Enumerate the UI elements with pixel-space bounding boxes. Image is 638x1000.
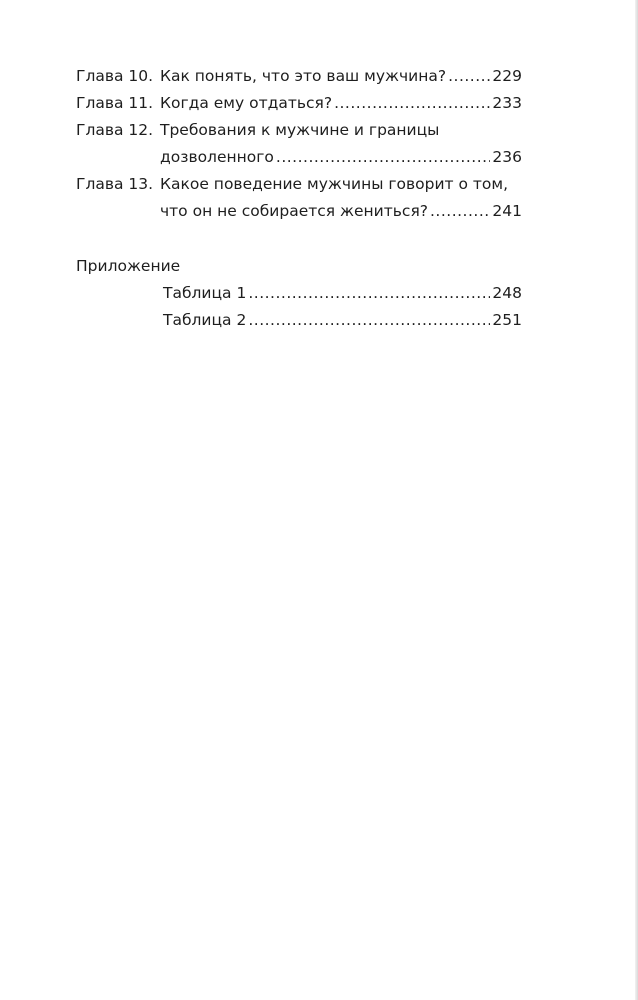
chapter-title: Когда ему отдаться? (160, 94, 333, 112)
chapter-title-line (160, 144, 522, 171)
chapter-label: Глава 11. (76, 94, 154, 112)
chapter-label: Глава 12. (76, 121, 154, 139)
toc-chapter-12 (76, 117, 522, 171)
dot-leader (248, 280, 490, 307)
chapter-entry (160, 90, 522, 117)
appendix-item-title: Таблица 2 (163, 311, 247, 329)
dot-leader (334, 90, 490, 117)
page-number: 233 (492, 94, 522, 112)
appendix-item (163, 307, 522, 334)
chapter-title-line (160, 63, 522, 90)
toc-chapter-13 (76, 171, 522, 225)
page-number: 229 (492, 67, 522, 85)
chapter-label: Глава 13. (76, 175, 154, 193)
chapter-entry (160, 63, 522, 90)
appendix-items (163, 280, 522, 334)
appendix-item (163, 280, 522, 307)
chapter-label: Глава 10. (76, 67, 154, 85)
page-number: 241 (492, 202, 522, 220)
toc-chapter-10 (76, 63, 522, 90)
page-number: 248 (492, 284, 522, 302)
page-number: 236 (492, 148, 522, 166)
toc-chapter-11 (76, 90, 522, 117)
chapter-title: Как понять, что это ваш мужчина? (160, 67, 447, 85)
chapter-title-line (160, 90, 522, 117)
toc-appendix (76, 253, 522, 334)
chapter-title-line: Требования к мужчине и границы (160, 121, 440, 139)
page-number: 251 (492, 311, 522, 329)
chapter-title-line: Какое поведение мужчины говорит о том, (160, 175, 509, 193)
chapter-entry (160, 171, 522, 225)
appendix-item-title: Таблица 1 (163, 284, 247, 302)
dot-leader (430, 198, 490, 225)
dot-leader (448, 63, 490, 90)
chapter-title-line (160, 198, 522, 225)
chapter-title: что он не собирается жениться? (160, 202, 428, 220)
appendix-title: Приложение (76, 257, 181, 275)
chapter-entry (160, 117, 522, 171)
dot-leader (248, 307, 490, 334)
table-of-contents (76, 63, 522, 334)
chapter-title: дозволенного (160, 148, 274, 166)
dot-leader (276, 144, 491, 171)
